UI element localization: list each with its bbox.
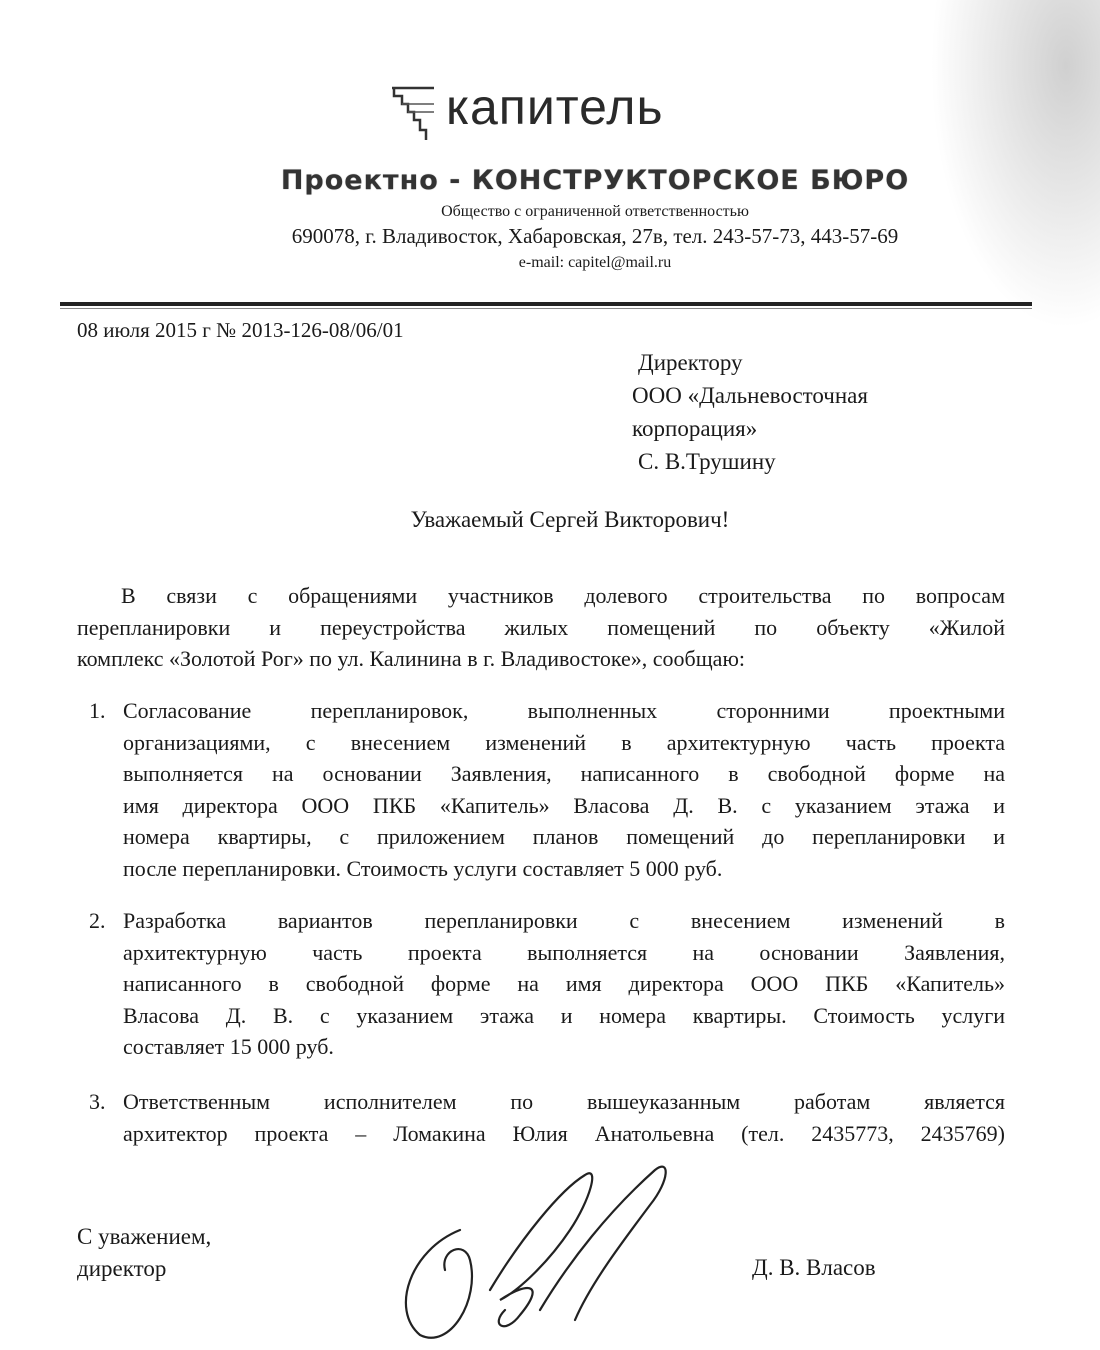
text-line: архитектурную часть проекта выполняется на основании Заявления, [123, 939, 1005, 965]
list-item [77, 905, 1005, 1063]
item-number: 1. [89, 698, 106, 723]
addressee-line: ООО «Дальневосточная [632, 383, 868, 408]
text-line: Согласование перепланировок, выполненных сторонними проектными [123, 698, 1005, 723]
bureau-name: Проектно - КОНСТРУКТОРСКОЕ БЮРО [280, 165, 910, 196]
text-line: после перепланировки. Стоимость услуги составляет 5 000 руб. [123, 855, 723, 881]
text-line: выполняется на основании Заявления, написанного в свободной форме на [123, 761, 1005, 786]
text-line: написанного в свободной форме на имя директора ООО ПКБ «Капитель» [123, 971, 1005, 996]
addressee-line: Директору [638, 350, 743, 375]
item-number: 3. [89, 1089, 106, 1114]
handwritten-signature [370, 1150, 700, 1350]
greeting: Уважаемый Сергей Викторович! [410, 507, 730, 532]
signer-name: Д. В. Власов [752, 1255, 876, 1280]
list-item [77, 1086, 1005, 1149]
company-type: Общество с ограниченной ответственностью [441, 203, 749, 220]
logo-text: капитель [446, 79, 664, 135]
company-address: 690078, г. Владивосток, Хабаровская, 27в, тел. 243-57-73, 443-57-69 [291, 224, 899, 248]
header-divider [60, 302, 1032, 306]
addressee-line: корпорация» [632, 416, 758, 441]
text-line: комплекс «Золотой Рог» по ул. Калинина в г. Владивостоке», сообщаю: [77, 646, 745, 671]
text-line: Ответственным исполнителем по вышеуказанным работам является [123, 1089, 1005, 1114]
capital-logo-icon [388, 84, 438, 144]
closing-block [77, 1221, 211, 1285]
text-line: организациями, с внесением изменений в архитектурную часть проекта [123, 729, 1005, 755]
text-line: составляет 15 000 руб. [123, 1034, 334, 1059]
text-line: имя директора ООО ПКБ «Капитель» Власова Д. В. с указанием этажа и [123, 792, 1005, 818]
text-line: архитектор проекта – Ломакина Юлия Анатольевна (тел. 2435773, 2435769) [123, 1120, 1005, 1146]
header-divider-thin [60, 308, 1032, 309]
addressee-line: С. В.Трушину [638, 449, 776, 474]
intro-paragraph [77, 580, 1005, 675]
text-line: Разработка вариантов перепланировки с внесением изменений в [123, 908, 1005, 933]
text-line: В связи с обращениями участников долевого строительства по вопросам [121, 583, 1005, 608]
date-reference: 08 июля 2015 г № 2013-126-08/06/01 [77, 318, 404, 342]
text-line: номера квартиры, с приложением планов помещений до перепланировки и [123, 824, 1005, 849]
closing-line: директор [77, 1256, 167, 1281]
company-email: e-mail: capitel@mail.ru [518, 254, 672, 271]
closing-line: С уважением, [77, 1224, 212, 1249]
text-line: Власова Д. В. с указанием этажа и номера квартиры. Стоимость услуги [123, 1002, 1005, 1028]
addressee-block [632, 346, 868, 478]
text-line: перепланировки и переустройства жилых помещений по объекту «Жилой [77, 614, 1005, 640]
item-number: 2. [89, 908, 106, 933]
list-item [77, 695, 1005, 884]
